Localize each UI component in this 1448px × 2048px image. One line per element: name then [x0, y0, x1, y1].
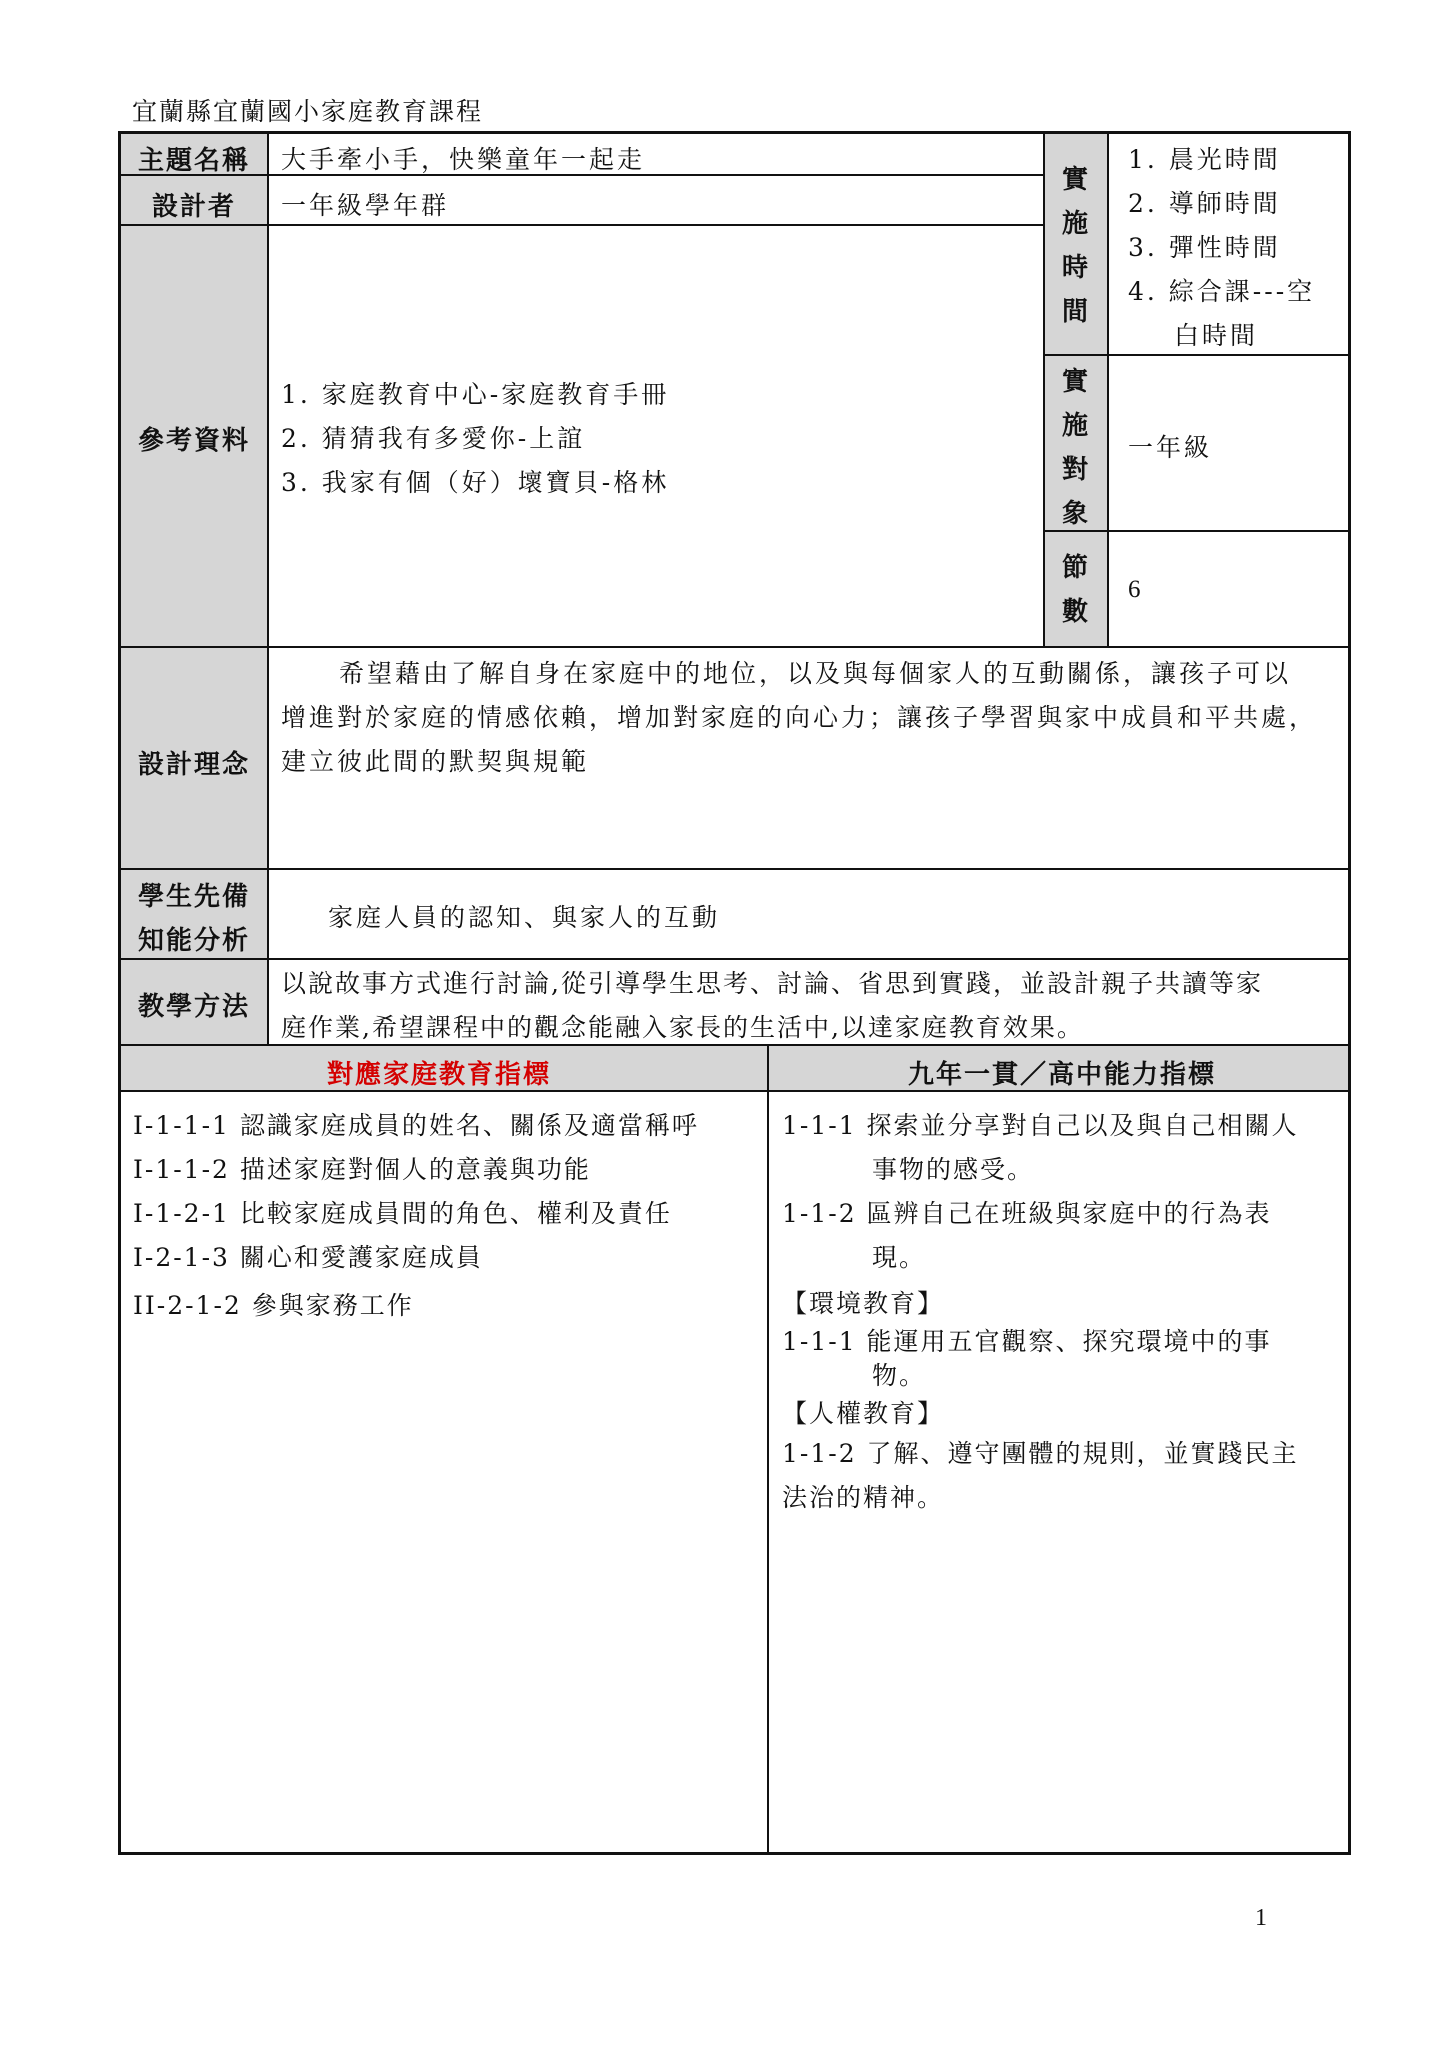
competence-indicator-item: 1-1-2 了解、遵守團體的規則，並實踐民主 [782, 1439, 1299, 1468]
reference-item: 3. 我家有個（好）壞寶貝-格林 [281, 468, 670, 497]
target-label: 實 施 對 象 [1061, 367, 1088, 529]
designer-label: 設計者 [152, 192, 237, 222]
grid-line [121, 868, 1348, 870]
family-indicator-item: I-1-1-2 描述家庭對個人的意義與功能 [133, 1155, 591, 1184]
grid-line [1043, 354, 1348, 356]
grid-line [1043, 134, 1045, 648]
designer-value: 一年級學年群 [281, 191, 450, 220]
grid-line [121, 224, 1043, 226]
prior-value: 家庭人員的認知、與家人的互動 [328, 903, 721, 932]
time-item: 4. 綜合課---空 [1128, 277, 1316, 306]
method-line: 庭作業,希望課程中的觀念能融入家長的生活中,以達家庭教育效果。 [281, 1013, 1084, 1042]
grid-line [267, 134, 269, 1046]
grid-line [121, 958, 1348, 960]
theme-label: 主題名稱 [138, 146, 251, 176]
concept-text [281, 652, 1341, 784]
method-line: 以說故事方式進行討論,從引導學生思考、討論、省思到實踐，並設計親子共讀等家 [281, 969, 1263, 998]
grid-line [1107, 134, 1109, 648]
competence-indicator-item: 1-1-1 探索並分享對自己以及與自己相關人 [782, 1111, 1299, 1140]
family-indicator-item: I-1-1-1 認識家庭成員的姓名、關係及適當稱呼 [133, 1111, 699, 1140]
concept-line: 增進對於家庭的情感依賴，增加對家庭的向心力；讓孩子學習與家中成員和平共處， [281, 703, 1318, 732]
family-indicator-item: I-2-1-3 關心和愛護家庭成員 [133, 1243, 483, 1272]
grid-line [767, 1046, 769, 1852]
target-value: 一年級 [1128, 433, 1213, 462]
competence-indicator-item: 現。 [872, 1243, 927, 1272]
concept-label: 設計理念 [138, 750, 251, 780]
concept-line: 建立彼此間的默契與規範 [281, 747, 590, 776]
competence-indicator-item: 事物的感受。 [872, 1155, 1035, 1184]
method-label: 教學方法 [138, 992, 251, 1022]
prior-label-line2: 知能分析 [138, 926, 251, 956]
time-item: 白時間 [1174, 321, 1259, 350]
sessions-value: 6 [1128, 576, 1144, 603]
competence-indicator-item: 1-1-1 能運用五官觀察、探究環境中的事 [782, 1327, 1272, 1356]
grid-line [121, 646, 1348, 648]
competence-indicators-header: 九年一貫／高中能力指標 [908, 1060, 1217, 1090]
section-heading-environment: 【環境教育】 [782, 1289, 945, 1318]
theme-value: 大手牽小手，快樂童年一起走 [281, 145, 646, 174]
section-heading-human-rights: 【人權教育】 [782, 1399, 945, 1428]
time-item: 1. 晨光時間 [1128, 145, 1281, 174]
reference-label: 參考資料 [138, 426, 251, 456]
time-item: 2. 導師時間 [1128, 189, 1281, 218]
page-number: 1 [1255, 1905, 1267, 1931]
concept-line: 希望藉由了解自身在家庭中的地位，以及與每個家人的互動關係，讓孩子可以 [339, 659, 1292, 688]
reference-item: 1. 家庭教育中心-家庭教育手冊 [281, 380, 670, 409]
family-indicator-item: I-1-2-1 比較家庭成員間的角色、權利及責任 [133, 1199, 672, 1228]
sessions-label: 節 數 [1061, 553, 1088, 627]
time-item: 3. 彈性時間 [1128, 233, 1281, 262]
family-indicators-header: 對應家庭教育指標 [327, 1060, 552, 1090]
competence-indicator-item: 1-1-2 區辨自己在班級與家庭中的行為表 [782, 1199, 1272, 1228]
document-title: 宜蘭縣宜蘭國小家庭教育課程 [132, 97, 484, 126]
prior-label-line1: 學生先備 [138, 882, 251, 912]
reference-item: 2. 猜猜我有多愛你-上誼 [281, 424, 586, 453]
competence-indicator-item: 法治的精神。 [782, 1483, 945, 1512]
time-label: 實 施 時 間 [1061, 165, 1088, 327]
method-text [281, 962, 1343, 1050]
family-indicator-item: II-2-1-2 參與家務工作 [133, 1291, 414, 1320]
competence-indicator-item: 物。 [872, 1361, 927, 1390]
